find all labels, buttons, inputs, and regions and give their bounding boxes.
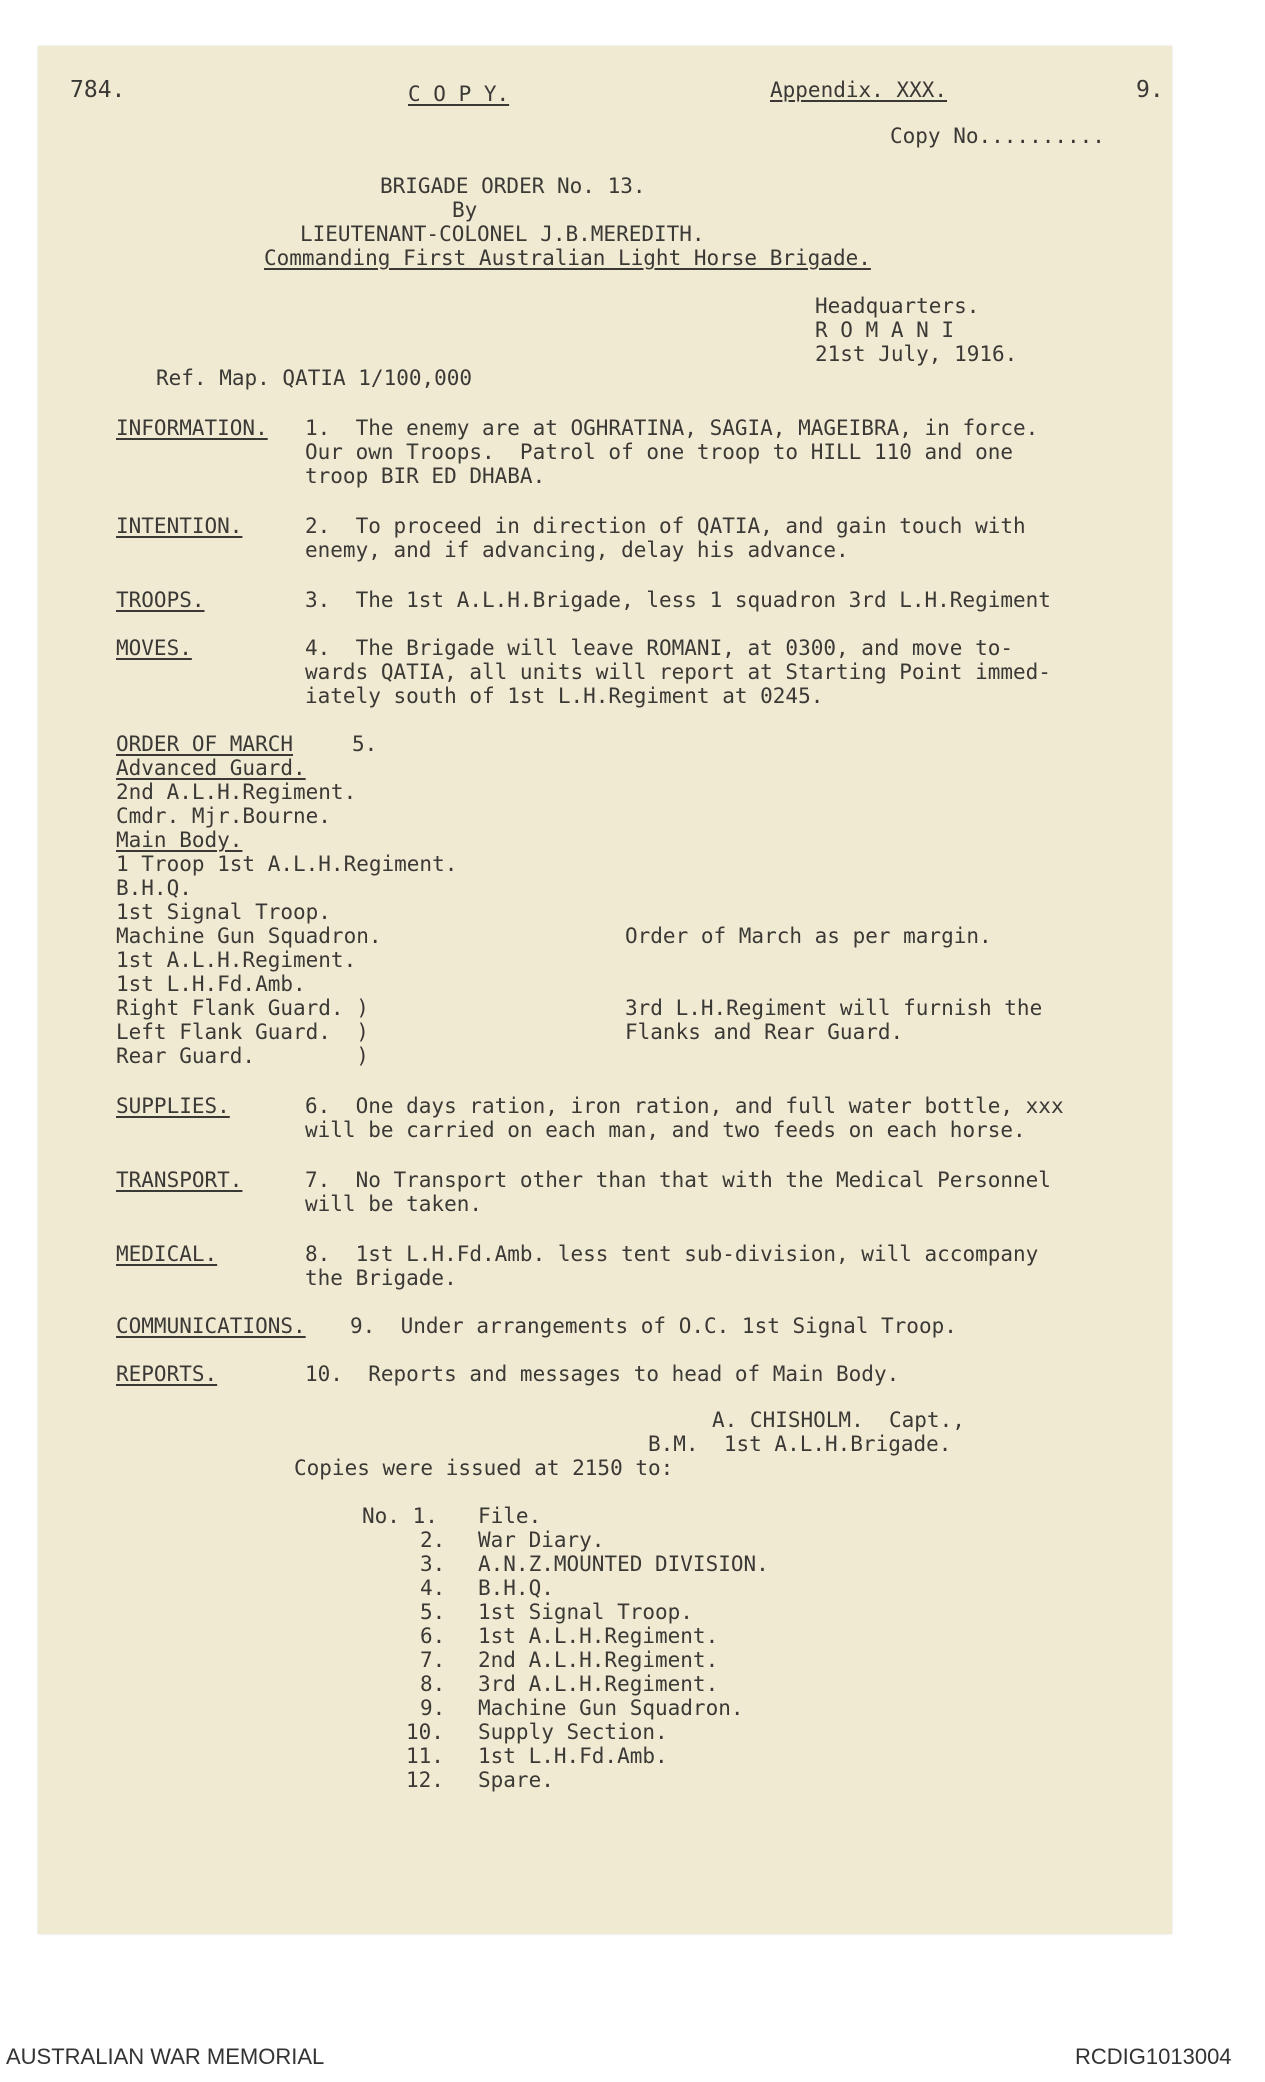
march-line-cmdr: Cmdr. Mjr.Bourne. (116, 804, 331, 828)
para-7-line-2: will be taken. (305, 1192, 483, 1216)
dist-to-4: B.H.Q. (478, 1576, 554, 1600)
march-note-flanks-1: 3rd L.H.Regiment will furnish the (625, 996, 1043, 1020)
page-number-left: 784. (70, 77, 126, 103)
march-line-2nd-alh: 2nd A.L.H.Regiment. (116, 780, 357, 804)
copy-title: C O P Y. (408, 82, 510, 106)
para-2-line-1: 2. To proceed in direction of QATIA, and gain touch with (305, 514, 1026, 538)
dist-to-12: Spare. (478, 1768, 554, 1792)
para-1-line-3: troop BIR ED DHABA. (305, 464, 546, 488)
reference-map: Ref. Map. QATIA 1/100,000 (156, 366, 473, 390)
march-note-flanks-2: Flanks and Rear Guard. (625, 1020, 904, 1044)
march-line-signal-troop: 1st Signal Troop. (116, 900, 331, 924)
heading-transport: TRANSPORT. (116, 1168, 243, 1192)
signature-title: B.M. 1st A.L.H.Brigade. (648, 1432, 952, 1456)
march-line-left-flank: Left Flank Guard. ) (116, 1020, 369, 1044)
para-4-line-2: wards QATIA, all units will report at Starting Point immed- (305, 660, 1051, 684)
march-line-bhq: B.H.Q. (116, 876, 192, 900)
para-1-line-1: 1. The enemy are at OGHRATINA, SAGIA, MAGEIBRA, in force. (305, 416, 1039, 440)
para-6-line-2: will be carried on each man, and two feeds on each horse. (305, 1118, 1026, 1142)
heading-intention: INTENTION. (116, 514, 243, 538)
order-title: BRIGADE ORDER No. 13. (380, 174, 646, 198)
order-of-march-number: 5. (352, 732, 378, 756)
para-8-line-1: 8. 1st L.H.Fd.Amb. less tent sub-division, will accompany (305, 1242, 1039, 1266)
dist-no-5: 5. (420, 1600, 446, 1624)
para-3-line-1: 3. The 1st A.L.H.Brigade, less 1 squadron 3rd L.H.Regiment (305, 588, 1051, 612)
para-4-line-3: iately south of 1st L.H.Regiment at 0245. (305, 684, 824, 708)
order-command: Commanding First Australian Light Horse Brigade. (264, 246, 871, 270)
para-10-text: 10. Reports and messages to head of Main Body. (305, 1362, 900, 1386)
dist-to-11: 1st L.H.Fd.Amb. (478, 1744, 668, 1768)
heading-moves: MOVES. (116, 636, 192, 660)
footer-record-id: RCDIG1013004 (1075, 2044, 1232, 2069)
march-note-margin: Order of March as per margin. (625, 924, 992, 948)
dist-to-8: 3rd A.L.H.Regiment. (478, 1672, 719, 1696)
heading-reports: REPORTS. (116, 1362, 218, 1386)
heading-troops: TROOPS. (116, 588, 205, 612)
copies-issued: Copies were issued at 2150 to: (294, 1456, 674, 1480)
march-line-rear-guard: Rear Guard. ) (116, 1044, 369, 1068)
march-line-1st-alh: 1st A.L.H.Regiment. (116, 948, 357, 972)
para-9-text: 9. Under arrangements of O.C. 1st Signal Troop. (350, 1314, 957, 1338)
dist-to-10: Supply Section. (478, 1720, 668, 1744)
heading-order-of-march: ORDER OF MARCH (116, 732, 294, 756)
march-line-fd-amb: 1st L.H.Fd.Amb. (116, 972, 306, 996)
signature-name: A. CHISHOLM. Capt., (712, 1408, 965, 1432)
heading-communications: COMMUNICATIONS. (116, 1314, 306, 1338)
dist-to-7: 2nd A.L.H.Regiment. (478, 1648, 719, 1672)
dist-to-6: 1st A.L.H.Regiment. (478, 1624, 719, 1648)
dist-no-3: 3. (420, 1552, 446, 1576)
march-line-right-flank: Right Flank Guard. ) (116, 996, 369, 1020)
dist-no-2: 2. (420, 1528, 446, 1552)
order-by: By (452, 198, 478, 222)
footer-archive-name: AUSTRALIAN WAR MEMORIAL (6, 2044, 325, 2069)
order-date: 21st July, 1916. (815, 342, 1018, 366)
order-author: LIEUTENANT-COLONEL J.B.MEREDITH. (300, 222, 705, 246)
dist-to-3: A.N.Z.MOUNTED DIVISION. (478, 1552, 769, 1576)
heading-medical: MEDICAL. (116, 1242, 218, 1266)
headquarters: Headquarters. (815, 294, 980, 318)
location-romani: R O M A N I (815, 318, 955, 342)
heading-information: INFORMATION. (116, 416, 268, 440)
dist-to-2: War Diary. (478, 1528, 605, 1552)
para-1-line-2: Our own Troops. Patrol of one troop to HILL 110 and one (305, 440, 1014, 464)
march-line-1-troop: 1 Troop 1st A.L.H.Regiment. (116, 852, 458, 876)
march-line-advanced-guard: Advanced Guard. (116, 756, 306, 780)
dist-no-9: 9. (420, 1696, 446, 1720)
dist-no-7: 7. (420, 1648, 446, 1672)
march-line-main-body: Main Body. (116, 828, 243, 852)
para-8-line-2: the Brigade. (305, 1266, 457, 1290)
dist-to-9: Machine Gun Squadron. (478, 1696, 744, 1720)
dist-no-1: No. 1. (362, 1504, 438, 1528)
dist-no-11: 11. (406, 1744, 444, 1768)
para-4-line-1: 4. The Brigade will leave ROMANI, at 0300, and move to- (305, 636, 1014, 660)
dist-no-6: 6. (420, 1624, 446, 1648)
appendix-label: Appendix. XXX. (770, 78, 948, 102)
dist-to-1: File. (478, 1504, 542, 1528)
para-6-line-1: 6. One days ration, iron ration, and full water bottle, xxx (305, 1094, 1064, 1118)
march-line-machine-gun: Machine Gun Squadron. (116, 924, 382, 948)
dist-no-10: 10. (406, 1720, 444, 1744)
dist-no-12: 12. (406, 1768, 444, 1792)
dist-no-8: 8. (420, 1672, 446, 1696)
para-2-line-2: enemy, and if advancing, delay his advance. (305, 538, 849, 562)
dist-no-4: 4. (420, 1576, 446, 1600)
para-7-line-1: 7. No Transport other than that with the Medical Personnel (305, 1168, 1051, 1192)
heading-supplies: SUPPLIES. (116, 1094, 230, 1118)
page-number-right: 9. (1136, 77, 1164, 103)
dist-to-5: 1st Signal Troop. (478, 1600, 693, 1624)
copy-number: Copy No.......... (890, 124, 1105, 148)
